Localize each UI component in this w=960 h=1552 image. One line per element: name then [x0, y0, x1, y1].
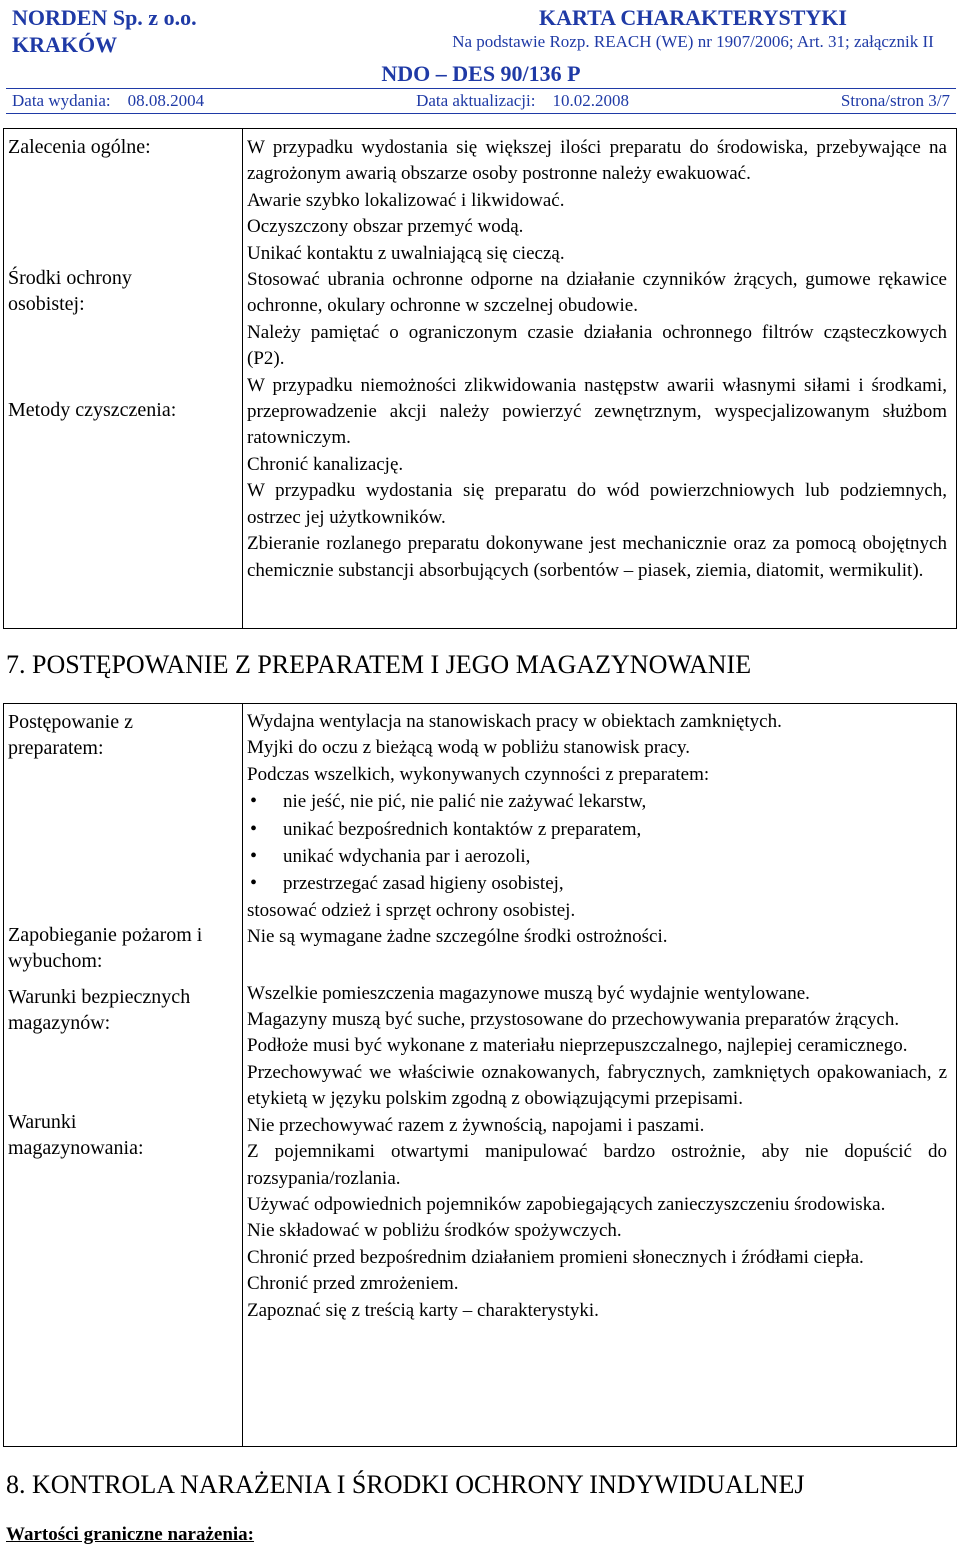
fire-paragraph: Nie są wymagane żadne szczególne środki ostrożności. — [247, 926, 668, 948]
label-cleaning-methods: Metody czyszczenia: — [8, 399, 177, 421]
label-handling: Postępowanie z preparatem: — [8, 711, 133, 759]
warehouse-paragraph: Wszelkie pomieszczenia magazynowe muszą być wydajnie wentylowane. — [247, 982, 810, 1004]
issue-date-group — [12, 91, 204, 111]
section8-heading: 8. KONTROLA NARAŻENIA I ŚRODKI OCHRONY INDYWIDUALNEJ — [6, 1470, 805, 1499]
storage-paragraph: Nie składować w pobliżu środków spożywczych. — [247, 1220, 622, 1242]
company-name: NORDEN Sp. z o.o. — [12, 5, 197, 30]
page-number: Strona/stron 3/7 — [840, 91, 950, 110]
cleaning-paragraph: Zbieranie rozlanego preparatu dokonywane jest mechanicznie oraz za pomocą obojętnych chemicznie substancji absorbujących (sorbentów – piasek, ziemia, diatomit, wermikulit). — [247, 533, 947, 581]
update-date: 10.02.2008 — [552, 91, 629, 110]
label-storage-conditions: Warunki magazynowania: — [8, 1111, 144, 1159]
handling-paragraph: Podczas wszelkich, wykonywanych czynności z preparatem: — [247, 763, 710, 785]
update-date-label: Data aktualizacji: — [416, 91, 536, 110]
exposure-limits-subheading: Wartości graniczne narażenia: — [6, 1524, 255, 1545]
issue-date: 08.08.2004 — [127, 91, 205, 110]
warehouse-paragraph: Podłoże musi być wykonane z materiału nieprzepuszczalnego, najlepiej ceramicznego. — [247, 1035, 908, 1057]
storage-paragraph: Przechowywać we właściwie oznakowanych, fabrycznych, zamkniętych opakowaniach, z etykietą w języku polskim zgodną z obowiązującymi przepisami. — [247, 1061, 947, 1110]
column-divider — [242, 129, 243, 628]
storage-paragraph: Chronić przed zmrożeniem. — [247, 1273, 459, 1295]
storage-paragraph: Z pojemnikami otwartymi manipulować bardzo ostrożnie, aby nie dopuścić do rozsypania/rozlania. — [247, 1141, 947, 1189]
warehouse-paragraph: Magazyny muszą być suche, przystosowane do przechowywania preparatów żrących. — [247, 1009, 900, 1031]
handling-paragraph: stosować odzież i sprzęt ochrony osobistej. — [247, 899, 576, 921]
label-general-recommendations: Zalecenia ogólne: — [8, 136, 151, 158]
issue-date-label: Data wydania: — [12, 91, 111, 110]
document-title: KARTA CHARAKTERYSTYKI — [539, 5, 847, 30]
update-date-group — [416, 91, 629, 111]
personal-paragraph: Należy pamiętać o ograniczonym czasie działania ochronnego filtrów cząsteczkowych (P2). — [247, 321, 947, 370]
personal-paragraph: Unikać kontaktu z uwalniającą się cieczą. — [247, 242, 565, 264]
storage-paragraph: Nie przechowywać razem z żywnością, napojami i paszami. — [247, 1114, 705, 1136]
general-paragraph: Oczyszczony obszar przemyć wodą. — [247, 216, 524, 238]
company-city: KRAKÓW — [12, 32, 118, 57]
label-personal-protection: Środki ochrony osobistej: — [8, 267, 132, 315]
storage-paragraph: Zapoznać się z treścią karty – charakterystyki. — [247, 1299, 599, 1321]
cleaning-paragraph: Chronić kanalizację. — [247, 453, 404, 475]
storage-paragraph: Chronić przed bezpośrednim działaniem promieni słonecznych i źródłami ciepła. — [247, 1246, 864, 1268]
section7-heading: 7. POSTĘPOWANIE Z PREPARATEM I JEGO MAGAZYNOWANIE — [6, 650, 752, 679]
label-safe-warehouse: Warunki bezpiecznych magazynów: — [8, 986, 191, 1034]
product-name: NDO – DES 90/136 P — [381, 61, 581, 86]
personal-paragraph: Stosować ubrania ochronne odporne na działanie czynników żrących, gumowe rękawice ochronne, okulary ochronne w szczelnej obudowie. — [247, 269, 947, 317]
list-item: • nie jeść, nie pić, nie palić nie zażywać lekarstw, — [247, 788, 947, 815]
general-paragraph: Awarie szybko lokalizować i likwidować. — [247, 189, 565, 211]
cleaning-paragraph: W przypadku niemożności zlikwidowania następstw awarii własnymi siłami i środkami, przeprowadzenie akcji należy powierzyć zewnętrznym, wyspecjalizowanym służbom ratowniczym. — [247, 374, 947, 449]
list-item: • unikać bezpośrednich kontaktów z preparatem, — [247, 816, 947, 843]
section7-content — [247, 709, 947, 1324]
column-divider — [242, 704, 243, 1446]
document-header — [6, 4, 956, 114]
regulation-reference: Na podstawie Rozp. REACH (WE) nr 1907/2006; Art. 31; załącznik II — [452, 32, 934, 51]
list-item: • przestrzegać zasad higieny osobistej, — [247, 870, 947, 897]
general-paragraph: W przypadku wydostania się większej ilości preparatu do środowiska, przebywające na zagrożonym awarią obszarze osoby postronne należy ewakuować. — [247, 137, 947, 185]
handling-bullet-list — [247, 788, 947, 898]
handling-paragraph: Myjki do oczu z bieżącą wodą w pobliżu stanowisk pracy. — [247, 737, 691, 759]
handling-paragraph: Wydajna wentylacja na stanowiskach pracy w obiektach zamkniętych. — [247, 711, 782, 732]
list-item: • unikać wdychania par i aerozoli, — [247, 843, 947, 870]
cleaning-paragraph: W przypadku wydostania się preparatu do wód powierzchniowych lub podziemnych, ostrzec jej użytkowników. — [247, 480, 947, 528]
header-info-bar — [6, 88, 956, 114]
storage-paragraph: Używać odpowiednich pojemników zapobiegających zanieczyszczeniu środowiska. — [247, 1193, 886, 1215]
label-fire-prevention: Zapobieganie pożarom i wybuchom: — [8, 924, 203, 972]
section6-content — [247, 135, 947, 584]
